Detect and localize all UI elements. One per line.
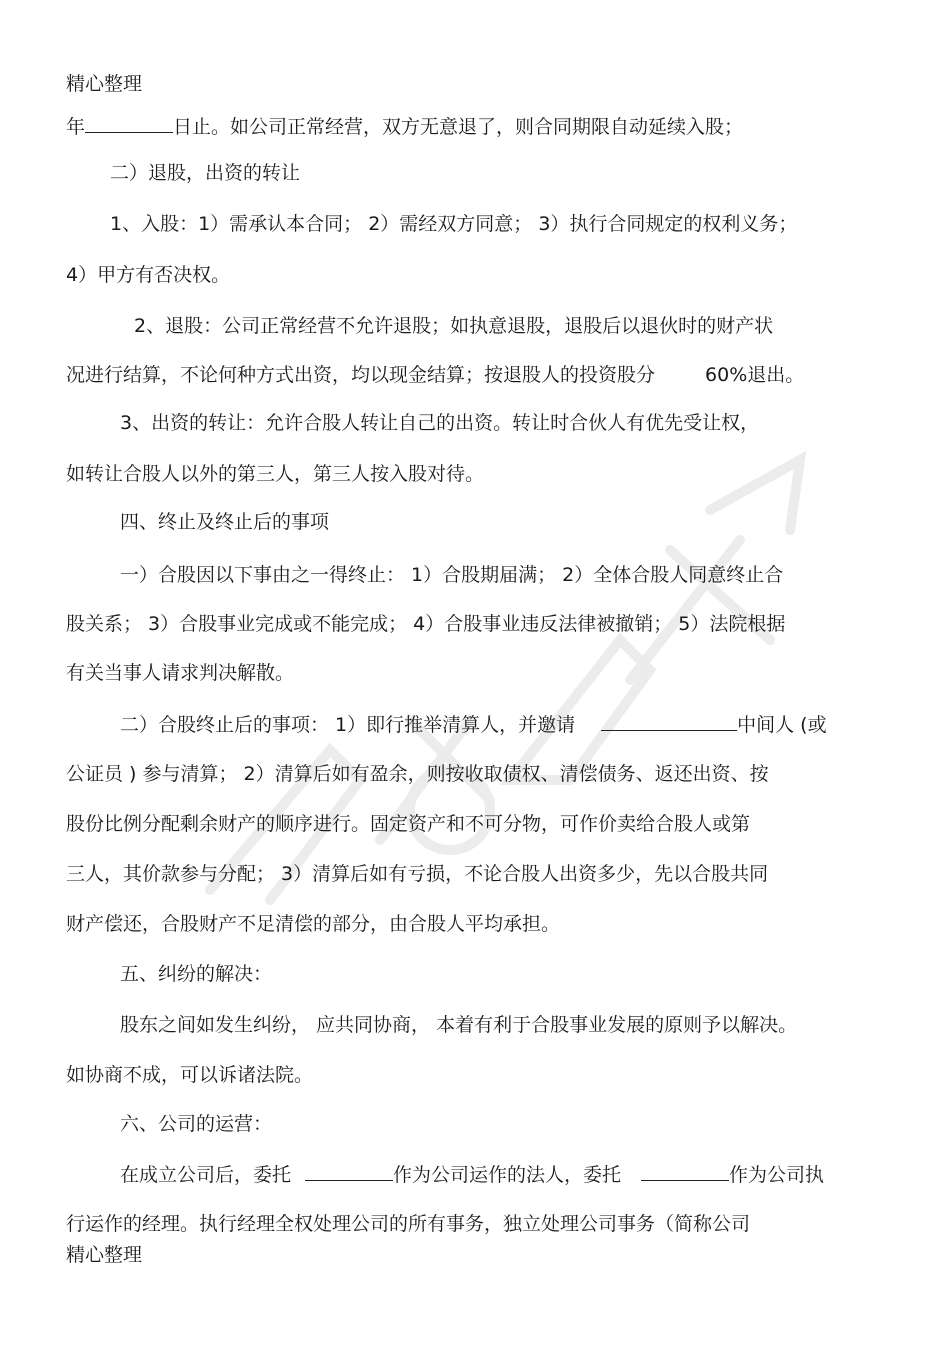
text-segment: 日止。如公司正常经营，双方无意退了，则合同期限自动延续入股；: [173, 116, 744, 138]
paragraph-line: 2、退股：公司正常经营不允许退股；如执意退股，退股后以退伙时的财产状: [134, 315, 774, 337]
page-header: 精心整理: [66, 73, 143, 95]
fill-blank: [641, 1162, 729, 1181]
paragraph-line: 股份比例分配剩余财产的顺序进行。固定资产和不可分物，可作价卖给合股人或第: [66, 813, 751, 835]
text-segment: 二）合股终止后的事项： 1）即行推举清算人，并邀请: [120, 714, 576, 736]
fill-blank: [85, 114, 173, 133]
text-segment: 在成立公司后，委托: [120, 1164, 292, 1186]
paragraph-line: [66, 363, 804, 387]
section-heading: 四、终止及终止后的事项: [120, 511, 330, 533]
paragraph-line: 如协商不成，可以诉诸法院。: [66, 1064, 314, 1086]
text-segment: 年: [66, 116, 86, 138]
page-footer: 精心整理: [66, 1244, 143, 1266]
section-heading: 六、公司的运营：: [120, 1113, 273, 1135]
paragraph-line: 如转让合股人以外的第三人，第三人按入股对待。: [66, 463, 485, 485]
section-heading: 五、纠纷的解决：: [120, 963, 273, 985]
section-heading: 二）退股，出资的转让: [110, 162, 301, 184]
paragraph-line: 一）合股因以下事由之一得终止： 1）合股期届满； 2）全体合股人同意终止合: [120, 564, 784, 586]
paragraph-line: 股关系； 3）合股事业完成或不能完成； 4）合股事业违反法律被撤销； 5）法院根据: [66, 613, 786, 635]
paragraph-line: 股东之间如发生纠纷， 应共同协商， 本着有利于合股事业发展的原则予以解决。: [120, 1014, 798, 1036]
text-segment: 中间人 (或: [737, 714, 827, 736]
paragraph-line: [120, 1162, 824, 1187]
paragraph-line: 财产偿还，合股财产不足清偿的部分，由合股人平均承担。: [66, 913, 561, 935]
paragraph-line: 4）甲方有否决权。: [66, 264, 231, 286]
text-segment: 60%退出。: [705, 364, 805, 386]
text-segment: 作为公司执: [729, 1164, 825, 1186]
paragraph-line: 1、入股：1）需承认本合同； 2）需经双方同意； 3）执行合同规定的权利义务；: [110, 213, 798, 235]
paragraph-line: 3、出资的转让：允许合股人转让自己的出资。转让时合伙人有优先受让权，: [120, 412, 760, 434]
paragraph-line: [120, 712, 827, 737]
paragraph-line: [66, 114, 743, 139]
fill-blank: [305, 1162, 393, 1181]
paragraph-line: 三人，其价款参与分配； 3）清算后如有亏损，不论合股人出资多少，先以合股共同: [66, 863, 769, 885]
text-segment: 况进行结算，不论何种方式出资，均以现金结算；按退股人的投资股分: [66, 364, 656, 386]
fill-blank: [601, 712, 737, 731]
text-segment: 作为公司运作的法人，委托: [393, 1164, 622, 1186]
paragraph-line: 公证员 ) 参与清算； 2）清算后如有盈余，则按收取债权、清偿债务、返还出资、按: [66, 763, 769, 785]
paragraph-line: 有关当事人请求判决解散。: [66, 662, 295, 684]
paragraph-line: 行运作的经理。执行经理全权处理公司的所有事务，独立处理公司事务（简称公司: [66, 1213, 751, 1235]
